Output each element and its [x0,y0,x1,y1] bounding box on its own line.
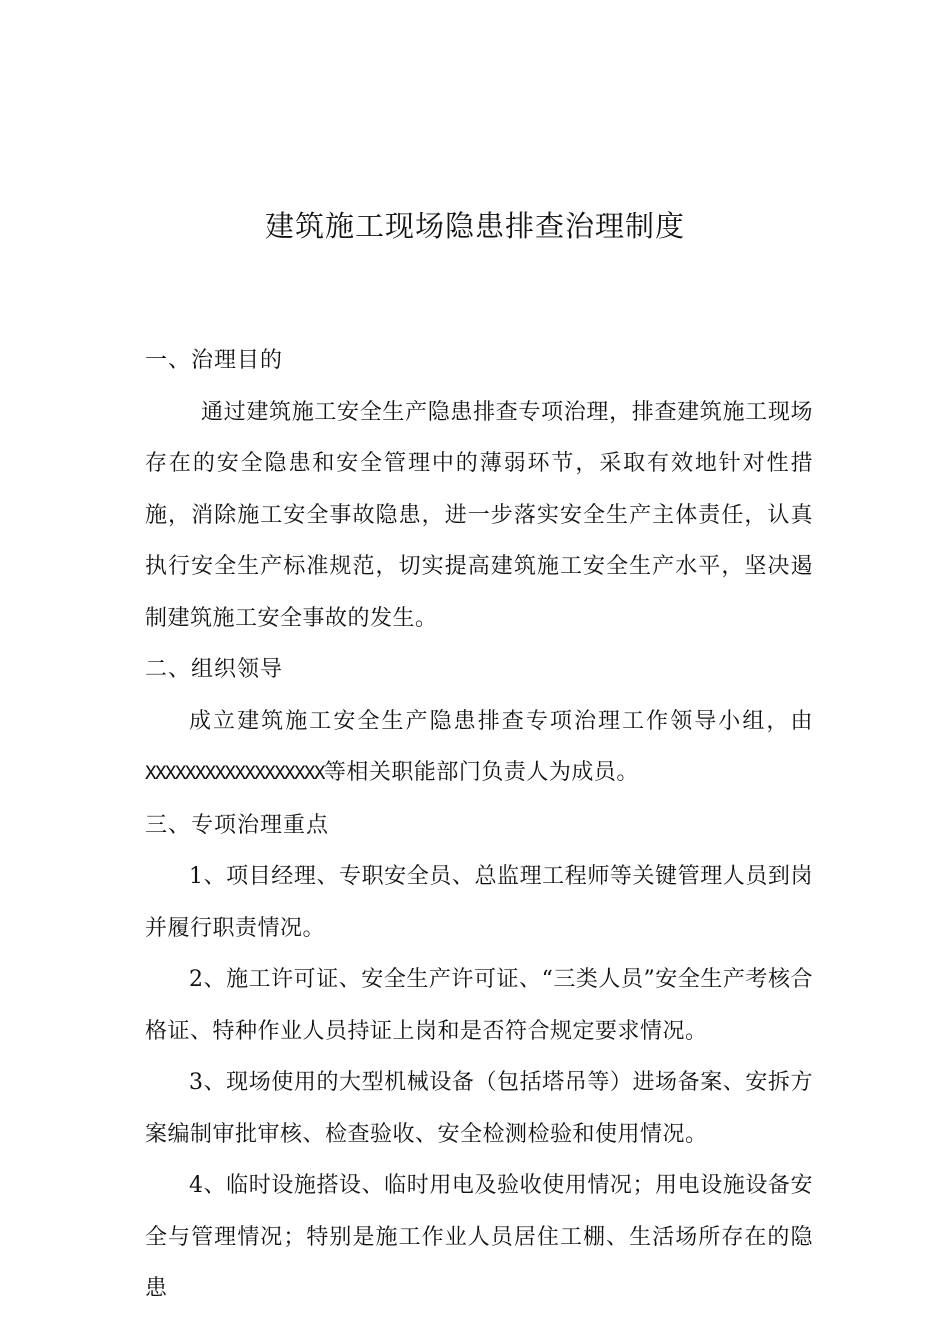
key-point-item: 1、项目经理、专职安全员、总监理工程师等关键管理人员到岗并履行职责情况。 [145,864,813,941]
paragraph-purpose: 通过建筑施工安全生产隐患排查专项治理，排查建筑施工现场存在的安全隐患和安全管理中的薄弱环节，采取有效地针对性措施，消除施工安全事故隐患，进一步落实安全生产主体责任，认真执行安全生产标准规范，切实提高建筑施工安全生产水平，坚决遏制建筑施工安全事故的发生。 [145,399,813,631]
document-body [145,335,813,1315]
key-point-item: 3、现场使用的大型机械设备（包括塔吊等）进场备案、安拆方案编制审批审核、检查验收、安全检测检验和使用情况。 [145,1070,813,1147]
section-heading-key-points: 三、专项治理重点 [145,812,330,838]
organization-placeholder: XXXXXXXXXXXXXXXXXX [145,762,324,784]
key-point-item: 2、施工许可证、安全生产许可证、“三类人员”安全生产考核合格证、特种作业人员持证上岗和是否符合规定要求情况。 [145,967,813,1044]
paragraph-organization [145,696,813,800]
key-point-item: 4、临时设施搭设、临时用电及验收使用情况；用电设施设备安全与管理情况；特别是施工作业人员居住工棚、生活场所存在的隐患 [145,1173,813,1301]
section-heading-organization: 二、组织领导 [145,657,284,682]
section-heading-purpose: 一、治理目的 [145,348,284,373]
organization-text-end: 等相关职能部门负责人为成员。 [323,760,639,785]
document-title: 建筑施工现场隐患排查治理制度 [264,209,685,243]
organization-text-start: 成立建筑施工安全生产隐患排查专项治理工作领导小组，由 [189,708,813,734]
